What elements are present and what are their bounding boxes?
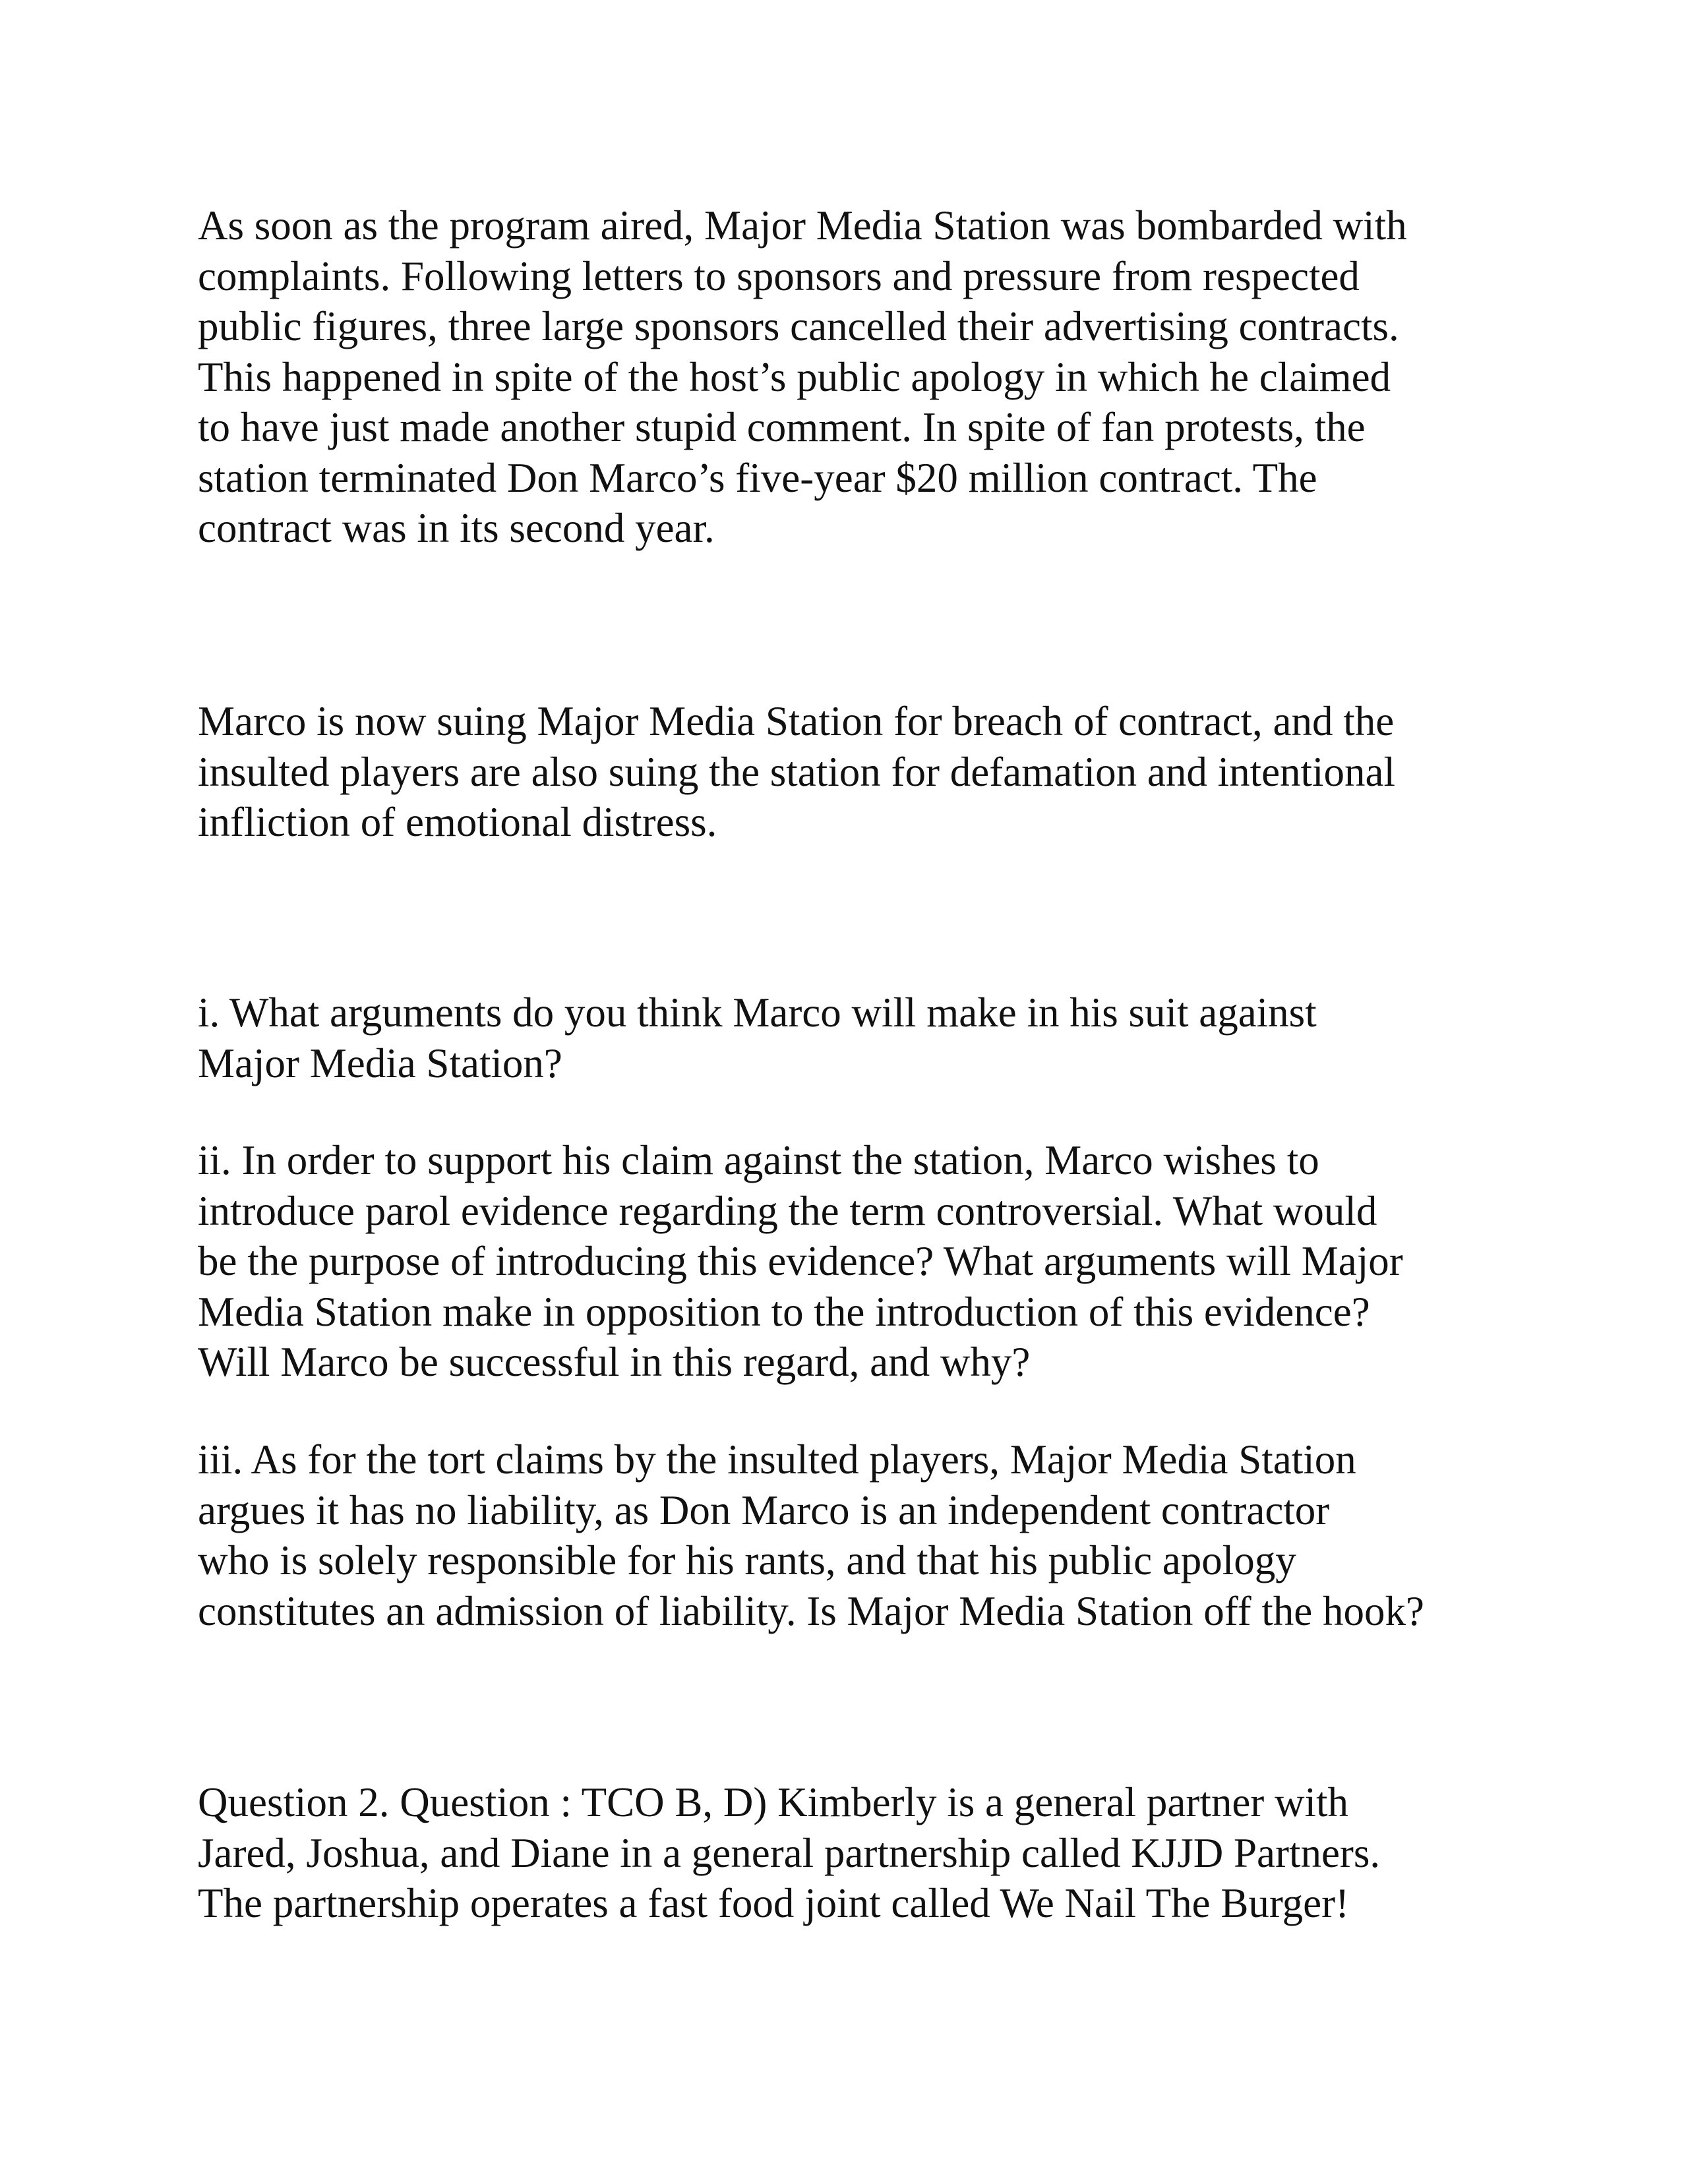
question-ii: ii. In order to support his claim against the station, Marco wishes to introduce parol evidence regarding the term controversial. What would be the purpose of introducing this evidence? What arguments will Major Media Station make in opposition to the introduction of this evidence? Will Marco be successful in this regard, and why? xyxy=(198,1137,1403,1385)
question-i: i. What arguments do you think Marco will make in his suit against Major Media Station? xyxy=(198,989,1317,1086)
question-iii: iii. As for the tort claims by the insulted players, Major Media Station argues it has no liability, as Don Marco is an independent contractor who is solely responsible for his rants, and that his public apology constitutes an admission of liability. Is Major Media Station off the hook? xyxy=(198,1436,1424,1634)
question-2: Question 2. Question : TCO B, D) Kimberly is a general partner with Jared, Joshua, and Diane in a general partnership called KJJD Partners. The partnership operates a fast food joint called We Nail The Burger! xyxy=(198,1779,1381,1926)
paragraph-lawsuits: Marco is now suing Major Media Station for breach of contract, and the insulted players are also suing the station for defamation and intentional infliction of emotional distress. xyxy=(198,698,1396,845)
paragraph-sponsor-complaints: As soon as the program aired, Major Media Station was bombarded with complaints. Following letters to sponsors and pressure from respected public figures, three large sponsors cancelled their advertising contracts. This happened in spite of the host’s public apology in which he claimed to have just made another stupid comment. In spite of fan protests, the station terminated Don Marco’s five-year $20 million contract. The contract was in its second year. xyxy=(198,202,1407,551)
